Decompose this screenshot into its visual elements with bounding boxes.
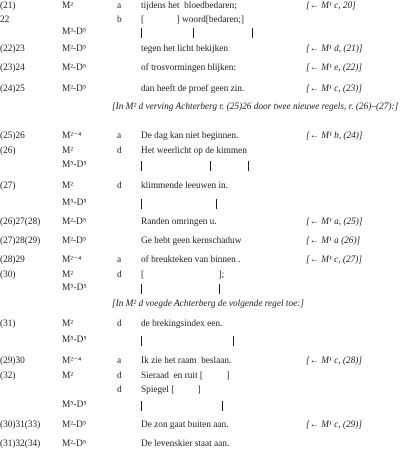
source-siglum: M²⁻⁴: [62, 131, 82, 141]
variant-line: [0, 399, 406, 412]
line-text: Randen omringen u.: [141, 217, 217, 227]
cross-reference: [← M¹ a, (25)]: [306, 217, 363, 227]
stage-letter: d: [117, 319, 122, 329]
cross-reference: [← M¹ b, (24)]: [306, 131, 363, 141]
source-siglum: M³-D⁵: [62, 27, 87, 37]
variant-line: [0, 282, 406, 295]
stage-letter: d: [117, 371, 122, 381]
stage-letter: d: [117, 385, 122, 395]
cross-reference: [← M¹ c, (28)]: [306, 356, 362, 366]
variant-line: [0, 438, 406, 451]
line-text: Ge hebt geen kernschaduw: [141, 236, 242, 246]
unchanged-text-marker: [233, 336, 234, 346]
line-number: (32): [0, 371, 16, 381]
source-siglum: M²⁻⁴: [62, 255, 82, 265]
cross-reference: [← M¹ a (26)]: [306, 236, 361, 246]
source-siglum: M²: [62, 371, 74, 381]
stage-letter: d: [117, 146, 122, 156]
variant-line: [0, 145, 406, 158]
line-number: (24)25: [0, 84, 25, 94]
line-text: De levenskier staat aan.: [141, 439, 230, 449]
line-text: tijdens het bloedbedaren;: [141, 1, 237, 11]
unchanged-text-marker: [141, 401, 142, 411]
variant-line: [0, 334, 406, 347]
unchanged-text-marker: [219, 284, 220, 294]
variant-line: [0, 318, 406, 331]
line-text: tegen het licht bekijken: [141, 44, 228, 54]
editorial-note: [In M² d verving Achterberg r. (25)26 door twee nieuwe regels, r. (26)–(27):]: [112, 102, 399, 112]
unchanged-text-marker: [193, 28, 194, 38]
line-text: [ ] woord[bedaren;]: [141, 15, 245, 25]
unchanged-text-marker: [141, 284, 142, 294]
variant-line: [0, 43, 406, 56]
variant-line: [0, 384, 406, 397]
line-number: (26)27(28): [0, 217, 41, 227]
cross-reference: [← M¹ c, 20]: [306, 1, 356, 11]
line-text: of trosvormingen blijken:: [141, 63, 237, 73]
unchanged-text-marker: [141, 199, 142, 209]
cross-reference: [← M¹ e, (22)]: [306, 63, 362, 73]
line-text: of breukteken van binnen .: [141, 255, 241, 265]
line-text: Spiegel [ ]: [141, 385, 201, 395]
unchanged-text-marker: [141, 161, 142, 171]
line-number: (27): [0, 181, 16, 191]
line-text: [ ];: [141, 270, 225, 280]
line-text: De zon gaat buiten aan.: [141, 420, 229, 430]
line-number: (21): [0, 1, 16, 11]
source-siglum: M²: [62, 319, 74, 329]
source-siglum: M²: [62, 146, 74, 156]
variant-line: [0, 419, 406, 432]
source-siglum: M²: [62, 181, 74, 191]
source-siglum: M²-D⁵: [62, 44, 87, 54]
line-number: (29)30: [0, 356, 25, 366]
line-number: (23)24: [0, 63, 25, 73]
line-number: 22: [0, 15, 10, 25]
source-siglum: M⁵-D⁵: [62, 160, 87, 170]
variant-line: [0, 269, 406, 282]
unchanged-text-marker: [252, 28, 253, 38]
line-number: (31)32(34): [0, 439, 41, 449]
source-siglum: M²: [62, 270, 74, 280]
source-siglum: M²-D⁵: [62, 63, 87, 73]
source-siglum: M⁵-D⁵: [62, 335, 87, 345]
cross-reference: [← M¹ d, (21)]: [306, 44, 363, 54]
stage-letter: a: [117, 356, 122, 366]
variant-line: [0, 235, 406, 248]
line-text: De dag kan niet beginnen.: [141, 131, 239, 141]
unchanged-text-marker: [216, 199, 217, 209]
line-text: de brekingsindex een.: [141, 319, 223, 329]
source-siglum: M²-D⁵: [62, 236, 87, 246]
stage-letter: d: [117, 181, 122, 191]
source-siglum: M²-D⁵: [62, 84, 87, 94]
cross-reference: [← M¹ c, (23)]: [306, 84, 362, 94]
variant-line: [0, 254, 406, 267]
unchanged-text-marker: [141, 28, 142, 38]
stage-letter: a: [117, 131, 122, 141]
line-text: Ik zie het raam beslaan.: [141, 356, 232, 366]
unchanged-text-marker: [141, 336, 142, 346]
variant-line: [0, 180, 406, 193]
line-number: (27)28(29): [0, 236, 41, 246]
source-siglum: M⁵-D⁵: [62, 198, 87, 208]
unchanged-text-marker: [248, 161, 249, 171]
line-text: dan heeft de proef geen zin.: [141, 84, 245, 94]
line-number: (22)23: [0, 44, 25, 54]
unchanged-text-marker: [210, 161, 211, 171]
source-siglum: M²-D⁵: [62, 420, 87, 430]
stage-letter: a: [117, 1, 122, 11]
variant-line: [0, 62, 406, 75]
line-text: Sieraad en ruit [ ]: [141, 371, 230, 381]
line-number: (28)29: [0, 255, 25, 265]
variant-line: [0, 197, 406, 210]
line-number: (30)31(33): [0, 420, 41, 430]
cross-reference: [← M¹ c, (29)]: [306, 420, 362, 430]
variant-line: [0, 216, 406, 229]
line-number: (26): [0, 146, 16, 156]
variant-line: [0, 0, 406, 13]
line-text: Het weerlicht op de kimmen: [141, 146, 247, 156]
line-number: (31): [0, 319, 16, 329]
line-number: (25)26: [0, 131, 25, 141]
cross-reference: [← M¹ c, (27)]: [306, 255, 362, 265]
source-siglum: M²⁻⁴: [62, 356, 82, 366]
variant-line: [0, 83, 406, 96]
variant-line: [0, 26, 406, 39]
variant-line: [0, 130, 406, 143]
line-text: klimmende leeuwen in.: [141, 181, 229, 191]
unchanged-text-marker: [222, 401, 223, 411]
variant-line: [0, 159, 406, 172]
source-siglum: M⁵-D⁵: [62, 283, 87, 293]
line-number: (30): [0, 270, 16, 280]
stage-letter: d: [117, 270, 122, 280]
source-siglum: M⁵-D⁵: [62, 400, 87, 410]
variant-line: [0, 370, 406, 383]
stage-letter: b: [117, 15, 122, 25]
variant-line: [0, 355, 406, 368]
source-siglum: M²: [62, 1, 74, 11]
stage-letter: a: [117, 255, 122, 265]
editorial-note: [In M² d voegde Achterberg de volgende regel toe:]: [112, 299, 304, 309]
source-siglum: M²-D⁵: [62, 217, 87, 227]
source-siglum: M²-D⁵: [62, 439, 87, 449]
